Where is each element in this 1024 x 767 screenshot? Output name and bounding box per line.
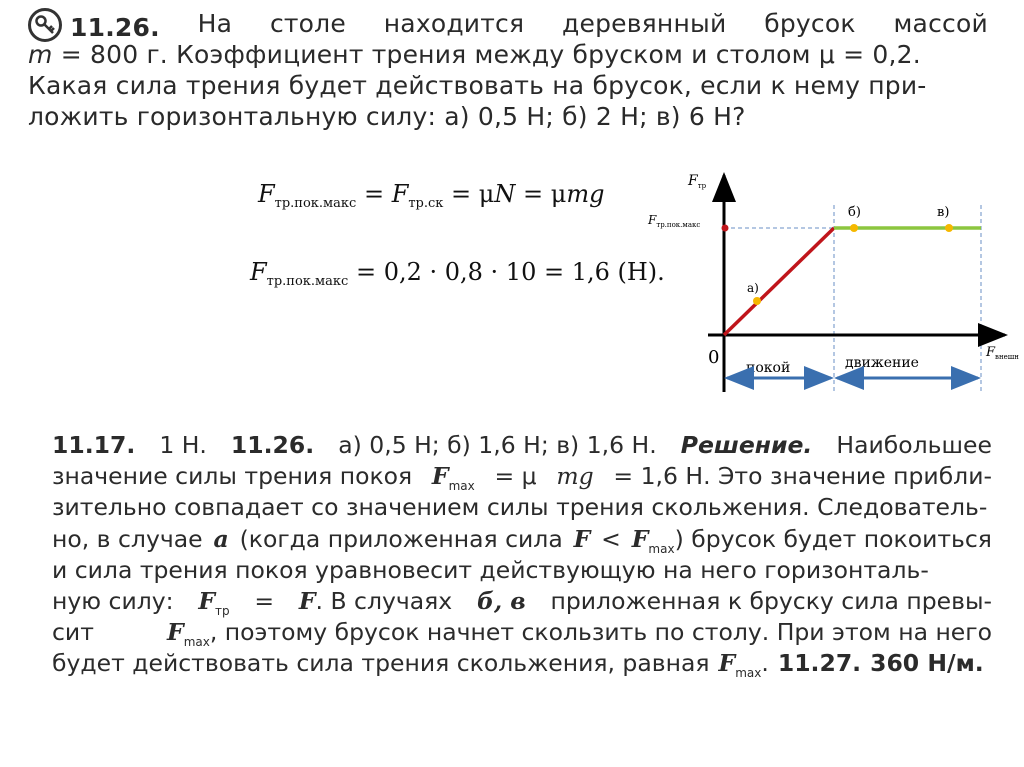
point-b [850,224,858,232]
static-friction-line [724,228,834,335]
fmax-label: $F_{тр.пок.макс}$ [648,213,701,229]
answer-text: = 1,6 Н. Это значение прибли- [613,462,992,491]
problem-line-3: Какая сила трения будет действовать на брусок, если к нему при- [28,71,927,100]
word: деревянный [562,9,727,38]
problem-line-2-text: = 800 г. Коэффициент трения между бруском и столом μ = 0,2. [60,40,921,69]
formula-symbol: F [573,524,591,553]
answer-line-7 [52,617,992,648]
formula-text: = 0,2 · 0,8 · 10 = 1,6 (Н). [348,258,665,286]
formula-symbol: F [431,462,449,491]
problem-line-4: ложить горизонтальную силу: а) 0,5 Н; б) 2 Н; в) 6 Н? [28,102,746,131]
formula-subscript: тр [215,603,230,618]
answer-text: а) 0,5 Н; б) 1,6 Н; в) 1,6 Н. [338,431,657,459]
answer-text: Наибольшее [836,431,992,459]
answer-block [52,430,992,680]
formula-symbol: mg [556,462,594,491]
answer-text: но, в случае [52,524,203,553]
formula-symbol: F [198,586,215,615]
answer-text: = μ [494,462,537,491]
origin-label: 0 [708,347,720,368]
answer-text: сит [52,618,94,647]
answer-line-6 [52,586,992,617]
label-b: б) [848,205,861,220]
answer-number: 11.26. [230,431,315,459]
formula-symbol: N [494,180,516,208]
answer-line-1 [52,430,992,461]
x-axis-label: $F_{внешн}$ [986,345,1019,361]
rest-label: покой [746,360,791,376]
fmax-marker [722,225,729,232]
formula-subscript: тр.ск [408,196,444,211]
formula-subscript: max [735,666,762,681]
word: На [197,9,233,38]
point-v [945,224,953,232]
answer-text: . В случаях [315,586,453,615]
answer-text: . [761,649,769,678]
answer-text: < [601,524,621,553]
formula-symbol: F [298,586,316,615]
solution-heading: Решение. [680,431,813,459]
formula-symbol: mg [566,180,605,208]
answer-line-3: зительно совпадает со значением силы трения скольжения. Следователь- [52,493,988,522]
word: находится [383,9,525,38]
formula-symbol: F [631,524,649,553]
label-a: а) [747,281,759,295]
answer-number: 11.17. [52,431,136,459]
formula-subscript: max [183,635,210,650]
formula-subscript: тр.пок.макс [266,274,349,289]
case-letters: б, в [476,586,526,615]
label-v: в) [937,205,950,220]
answer-text: ную силу: [52,586,174,615]
answer-number: 11.27. [777,649,862,678]
answer-text: приложенная к бруску сила превы- [550,586,992,615]
point-a [753,297,761,305]
answer-text: (когда приложенная сила [239,524,563,553]
answer-line-8 [52,648,992,679]
answer-line-5: и сила трения покоя уравновесит действующую на него горизонталь- [52,555,929,584]
formula-symbol: F [250,258,267,286]
y-axis-label: $F_{тр}$ [688,173,707,190]
formula-subscript: max [648,541,675,556]
motion-label: движение [845,355,919,371]
case-letter: а [213,524,229,553]
answer-text: будет действовать сила трения скольжения, равная [52,649,710,678]
formula-symbol: F [258,180,275,208]
formula-text: = [356,180,392,208]
answer-line-2 [52,461,992,492]
word: массой [893,9,988,38]
mass-symbol: m [28,40,53,69]
answer-text: ) брусок будет покоиться [674,524,992,553]
formula-symbol: F [167,618,184,647]
problem-number: 11.26. [70,13,160,42]
formula-text: = μ [443,180,495,208]
word: брусок [764,9,856,38]
formula-subscript: тр.пок.макс [274,196,357,211]
answer-text: 360 Н/м. [870,649,984,678]
answer-text: 1 Н. [159,431,207,459]
answer-text: значение силы трения покоя [52,462,413,491]
formula-symbol: F [391,180,409,208]
formula-symbol: F [718,649,736,678]
answer-line-4 [52,524,992,555]
answer-text: = [254,586,275,615]
word: столе [269,9,346,38]
formula-text: = μ [515,180,567,208]
answer-text: , поэтому брусок начнет скользить по столу. При этом на него [209,618,992,647]
formula-subscript: max [448,479,475,494]
